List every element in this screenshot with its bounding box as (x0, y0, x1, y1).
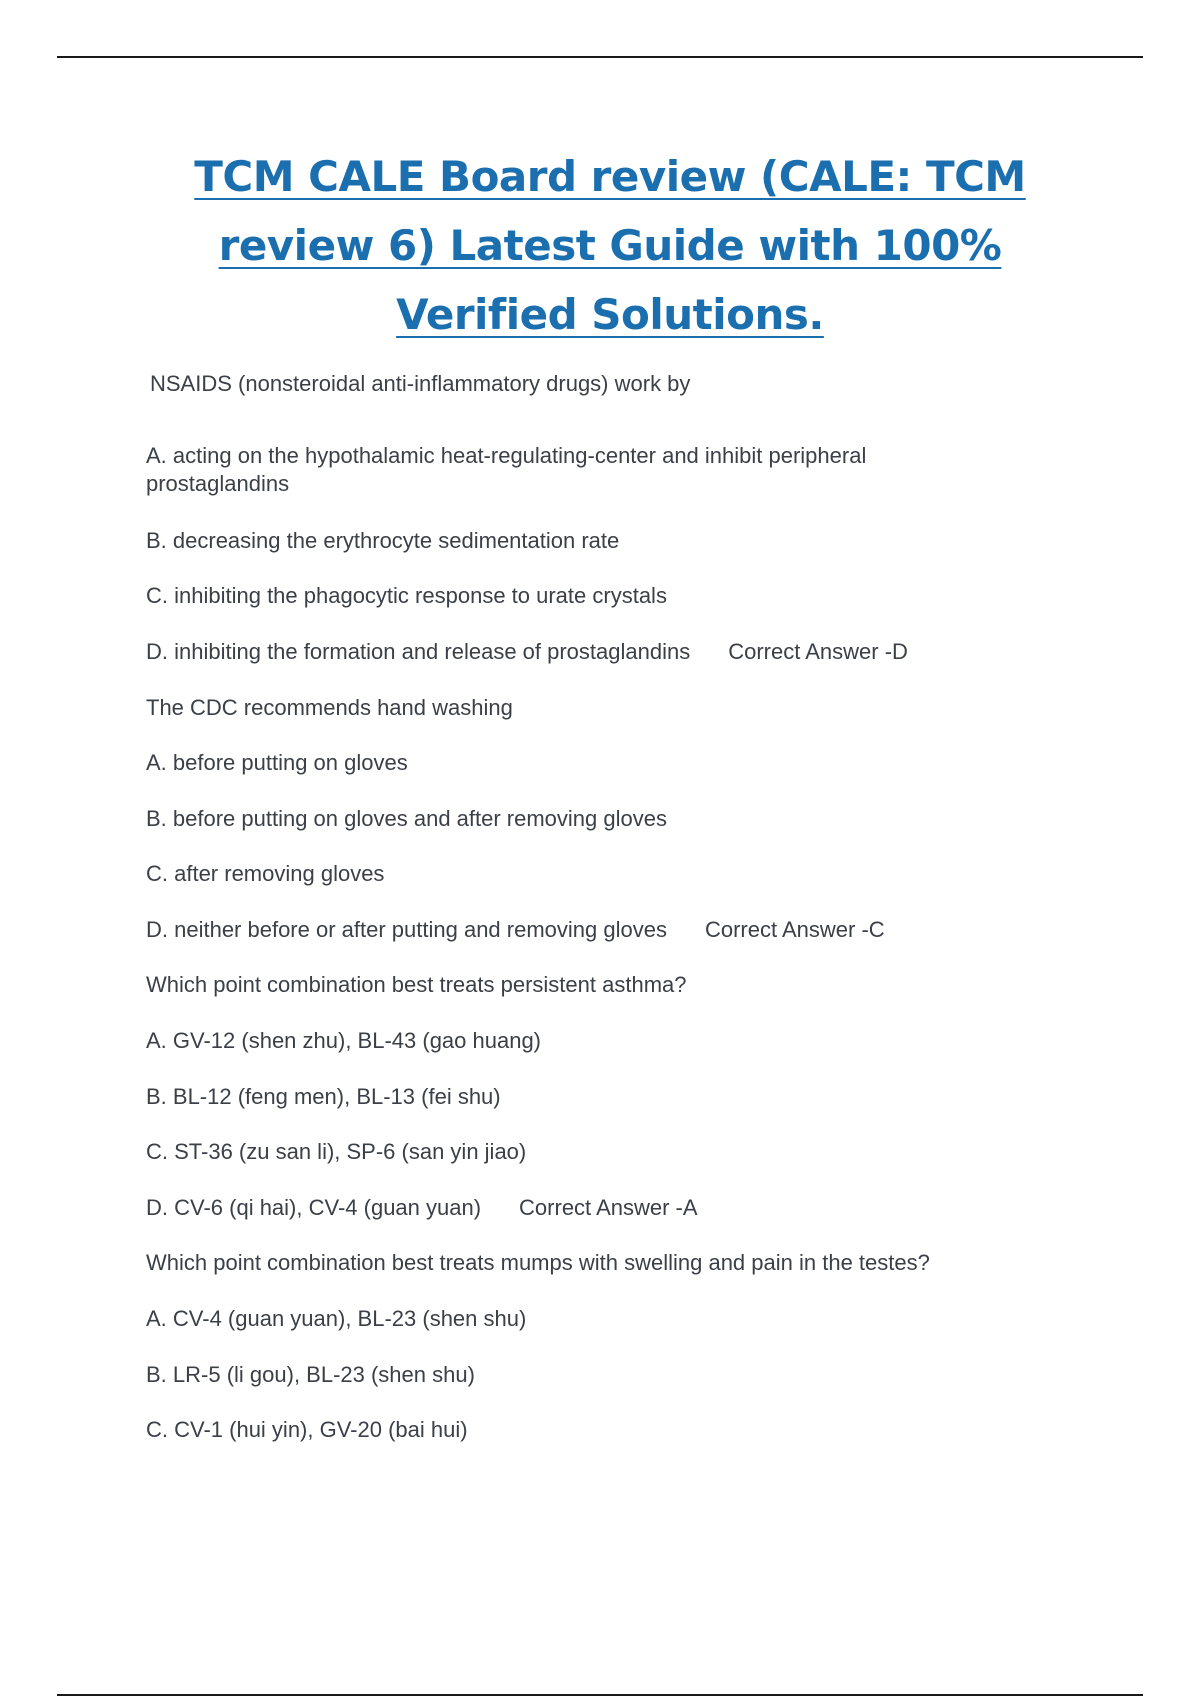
correct-answer: Correct Answer -A (519, 1195, 698, 1220)
top-rule (57, 56, 1143, 58)
answer-option: B. decreasing the erythrocyte sedimentation rate (146, 528, 620, 553)
answer-option: A. CV-4 (guan yuan), BL-23 (shen shu) (146, 1306, 527, 1331)
answer-option: C. inhibiting the phagocytic response to urate crystals (146, 583, 667, 608)
document-title-text: TCM CALE Board review (CALE: TCM review 6) Latest Guide with 100% Verified Solutions. (194, 152, 1026, 339)
answer-option-with-key (146, 916, 885, 944)
document-title (130, 142, 1090, 349)
answer-option: B. before putting on gloves and after removing gloves (146, 806, 667, 831)
question-stem: The CDC recommends hand washing (146, 695, 513, 720)
answer-option: C. CV-1 (hui yin), GV-20 (bai hui) (146, 1417, 468, 1442)
answer-option: A. GV-12 (shen zhu), BL-43 (gao huang) (146, 1028, 542, 1053)
answer-option: A. acting on the hypothalamic heat-regulating-center and inhibit peripheral prostaglandins (146, 443, 867, 496)
answer-option: B. BL-12 (feng men), BL-13 (fei shu) (146, 1084, 501, 1109)
answer-option: A. before putting on gloves (146, 750, 408, 775)
question-stem: Which point combination best treats persistent asthma? (146, 972, 687, 997)
answer-option-with-key (146, 638, 908, 666)
question-stem: NSAIDS (nonsteroidal anti-inflammatory drugs) work by (150, 371, 691, 396)
answer-option: B. LR-5 (li gou), BL-23 (shen shu) (146, 1362, 475, 1387)
answer-option: D. neither before or after putting and removing gloves (146, 917, 667, 942)
bottom-rule (57, 1694, 1143, 1696)
answer-option-with-key (146, 1194, 698, 1222)
answer-option: D. inhibiting the formation and release of prostaglandins (146, 639, 691, 664)
correct-answer: Correct Answer -C (704, 917, 885, 942)
answer-option: C. ST-36 (zu san li), SP-6 (san yin jiao) (146, 1139, 527, 1164)
correct-answer: Correct Answer -D (728, 639, 908, 664)
question-stem: Which point combination best treats mumps with swelling and pain in the testes? (146, 1250, 930, 1275)
answer-option: C. after removing gloves (146, 861, 385, 886)
answer-option: D. CV-6 (qi hai), CV-4 (guan yuan) (146, 1195, 482, 1220)
